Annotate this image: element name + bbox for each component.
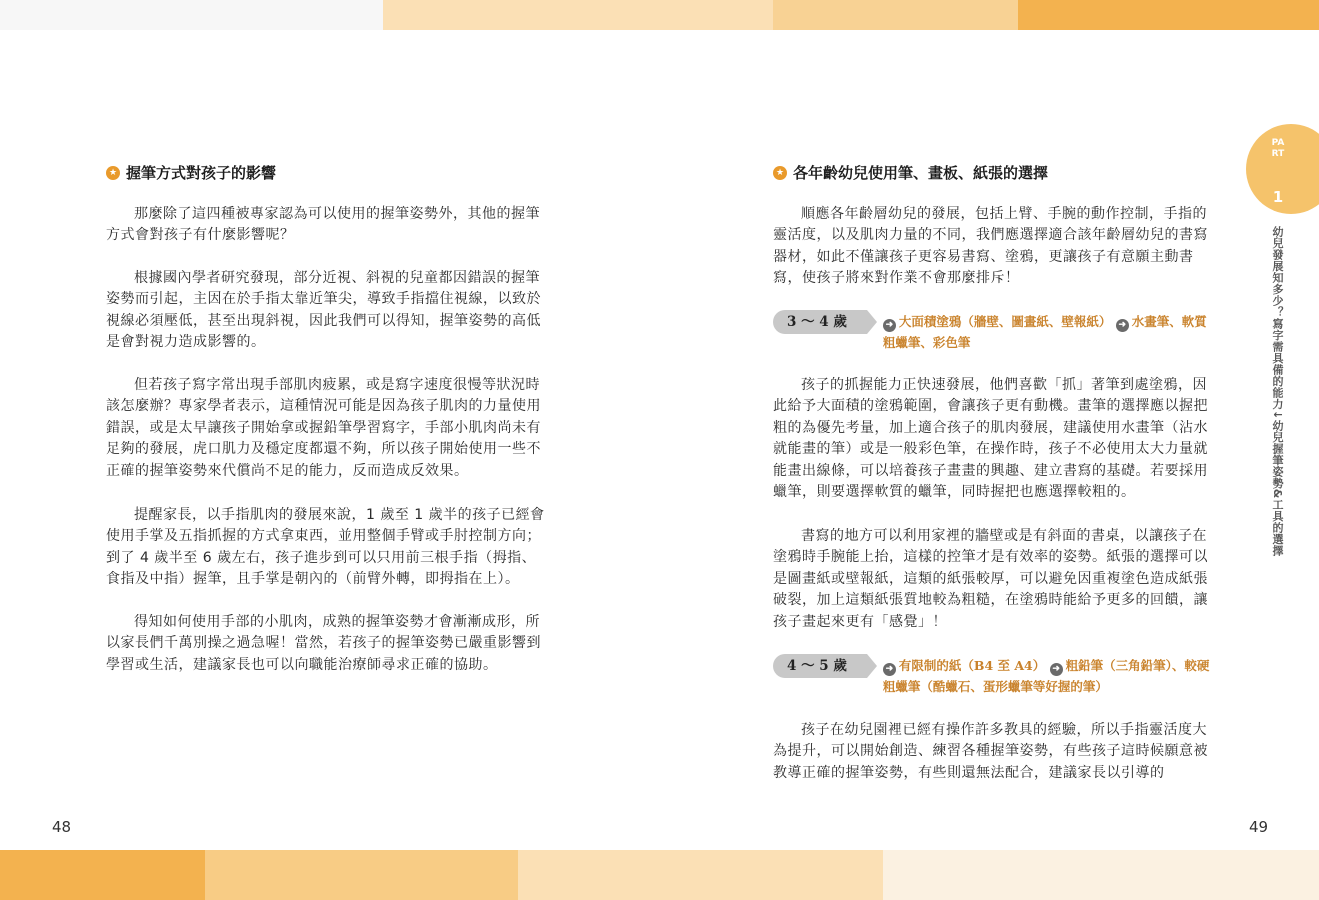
right-paragraph-1: 孩子的抓握能力正快速發展，他們喜歡「抓」著筆到處塗鴉，因此給予大面積的塗鴉範圍，會讓孩子更有動機。畫筆的選擇應以握把粗的為優先考量，加上適合孩子的肌肉發展，建議使用水畫筆（沾水就能畫的筆）或是一般彩色筆，在操作時，孩子不必使用太大力量就能畫出線條，可以培養孩子畫畫的興趣、建立書寫的基礎。若要採用蠟筆，則要選擇軟質的蠟筆，同時握把也應選擇較粗的。 bbox=[773, 377, 1208, 501]
left-paragraph-5: 得知如何使用手部的小肌肉，成熟的握筆姿勢才會漸漸成形，所以家長們千萬別操之過急喔！當然，若孩子的握筆姿勢已嚴重影響到學習或生活，建議家長也可以向職能治療師尋求正確的協助。 bbox=[106, 614, 541, 673]
right-paragraph-3: 孩子在幼兒園裡已經有操作許多教具的經驗，所以手指靈活度大為提升，可以開始創造、練習各種握筆姿勢，有些孩子這時候願意被教導正確的握筆姿勢，有些則還無法配合，建議家長以引導的 bbox=[773, 722, 1208, 781]
left-heading-text: 握筆方式對孩子的影響 bbox=[126, 164, 277, 182]
left-section-heading bbox=[106, 162, 276, 183]
part-label: PART bbox=[1271, 138, 1285, 159]
age-tag: 3 ～ 4 歲 bbox=[773, 310, 867, 334]
arrow-right-icon: ➜ bbox=[1050, 663, 1063, 676]
bottom-color-bar bbox=[0, 850, 1319, 900]
age-item-paper: 大面積塗鴉（牆壁、圖畫紙、壁報紙） bbox=[898, 314, 1112, 329]
top-bar-segment bbox=[0, 0, 383, 30]
chapter-side-title: 幼兒發展知多少？寫字需具備的能力↓幼兒握筆姿勢&工具的選擇 bbox=[1271, 226, 1284, 557]
right-intro-paragraph: 順應各年齡層幼兒的發展，包括上臂、手腕的動作控制，手指的靈活度，以及肌肉力量的不同，我們應選擇適合該年齡層幼兒的書寫器材，如此不僅讓孩子更容易書寫、塗鴉，更讓孩子有意願主動書寫，使孩子將來對作業不會那麼排斥！ bbox=[773, 206, 1208, 287]
age-item-paper: 有限制的紙（B4 至 A4） bbox=[898, 658, 1046, 673]
top-bar-segment bbox=[383, 0, 773, 30]
left-paragraph-3: 但若孩子寫字常出現手部肌肉疲累，或是寫字速度很慢等狀況時該怎麼辦？專家學者表示，這種情況可能是因為孩子肌肉的力量使用錯誤，或是太早讓孩子開始拿或握鉛筆學習寫字，手部小肌肉尚未有足夠的發展，虎口肌力及穩定度都還不夠，所以孩子開始使用一些不正確的握筆姿勢來代償尚不足的能力，反而造成反效果。 bbox=[106, 377, 541, 479]
top-bar-segment bbox=[773, 0, 1018, 30]
left-paragraph-4: 提醒家長，以手指肌肉的發展來說，1 歲至 1 歲半的孩子已經會使用手掌及五指抓握的方式拿東西，並用整個手臂或手肘控制方向；到了 4 歲半至 6 歲左右，孩子進步到可以只用前三根手指（拇指、食指及中指）握筆，且手掌是朝內的（前臂外轉，即拇指在上）。 bbox=[106, 507, 545, 588]
right-heading-text: 各年齡幼兒使用筆、畫板、紙張的選擇 bbox=[793, 164, 1049, 182]
star-icon: ★ bbox=[106, 166, 120, 180]
age-tag: 4 ～ 5 歲 bbox=[773, 654, 867, 678]
bottom-bar-segment bbox=[883, 850, 1319, 900]
age-row-4-5 bbox=[773, 654, 1213, 697]
right-section-heading bbox=[773, 162, 1048, 183]
age-item-pen: 粗鉛筆（三角鉛筆）、較硬粗蠟筆（酷蠟石、蛋形蠟筆等好握的筆） bbox=[882, 658, 1210, 694]
arrow-right-icon: ➜ bbox=[1116, 319, 1129, 332]
right-paragraph-2: 書寫的地方可以利用家裡的牆壁或是有斜面的書桌，以讓孩子在塗鴉時手腕能上抬，這樣的控筆才是有效率的姿勢。紙張的選擇可以是圖畫紙或壁報紙，這類的紙張較厚，可以避免因重複塗色造成紙張破裂，加上這類紙張質地較為粗糙，在塗鴉時能給予更多的回饋，讓孩子畫起來更有「感覺」！ bbox=[773, 528, 1208, 630]
page-number-right: 49 bbox=[1249, 818, 1269, 836]
age-row-3-4 bbox=[773, 310, 1213, 353]
age-item-pen: 水畫筆、軟質粗蠟筆、彩色筆 bbox=[882, 314, 1207, 350]
star-icon: ★ bbox=[773, 166, 787, 180]
bottom-bar-segment bbox=[205, 850, 518, 900]
age-recommendation bbox=[883, 311, 1213, 353]
left-paragraph-1: 那麼除了這四種被專家認為可以使用的握筆姿勢外，其他的握筆方式會對孩子有什麼影響呢？ bbox=[106, 206, 540, 244]
left-paragraph-2: 根據國內學者研究發現，部分近視、斜視的兒童都因錯誤的握筆姿勢而引起，主因在於手指太靠近筆尖，導致手指擋住視線，以致於視線必須壓低，甚至出現斜視，因此我們可以得知，握筆姿勢的高低是會對視力造成影響的。 bbox=[106, 270, 541, 351]
part-number: 1 bbox=[1272, 188, 1284, 206]
page-number-left: 48 bbox=[52, 818, 72, 836]
top-color-bar bbox=[0, 0, 1319, 30]
arrow-right-icon: ➜ bbox=[883, 663, 896, 676]
arrow-right-icon: ➜ bbox=[883, 319, 896, 332]
bottom-bar-segment bbox=[0, 850, 205, 900]
top-bar-segment bbox=[1018, 0, 1319, 30]
age-recommendation bbox=[883, 655, 1213, 697]
bottom-bar-segment bbox=[518, 850, 883, 900]
